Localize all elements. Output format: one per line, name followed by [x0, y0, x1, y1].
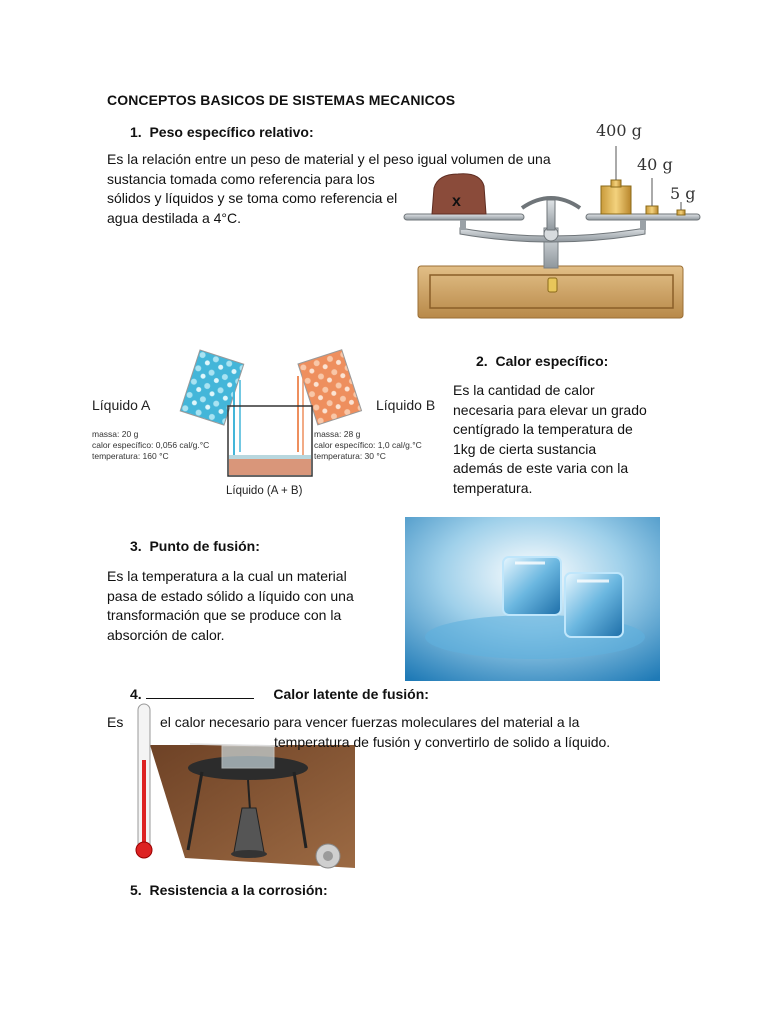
ice-cube-right [565, 573, 623, 637]
beaker-liquid-b [298, 350, 362, 425]
section-3-heading [130, 538, 260, 554]
blank-line [146, 686, 254, 699]
ice-cube-left [503, 557, 561, 615]
paragraph-line: Es la temperatura a la cual un material [107, 568, 347, 584]
liquid-a-prop: calor específico: 0,056 cal/g.°C [92, 440, 210, 450]
paragraph-line: pasa de estado sólido a líquido con una [107, 587, 354, 604]
liquid-a-prop: massa: 20 g [92, 429, 139, 439]
section-number: 2. [476, 353, 488, 369]
section-4-paragraph [107, 713, 123, 733]
paragraph-line: centígrado la temperatura de [453, 421, 633, 437]
weight-label-40g: 40 g [637, 155, 673, 174]
section-2-heading [476, 353, 608, 369]
paragraph-line: transformación que se produce con la [107, 607, 342, 623]
section-number: 4. [130, 686, 142, 702]
weight-400g [601, 186, 631, 214]
liquid-b-prop: calor específico: 1,0 cal/g.°C [314, 440, 422, 450]
section-3-paragraph [107, 567, 354, 645]
section-heading-text: Calor latente de fusión: [273, 686, 429, 702]
paragraph-line: Es [107, 714, 124, 730]
ice-cubes-photo [405, 517, 660, 681]
section-heading-text: Peso específico relativo: [149, 124, 314, 140]
mix-label: Líquido (A + B) [226, 485, 303, 497]
section-heading-text: Calor específico: [495, 353, 609, 369]
paragraph-line: absorción de calor. [107, 626, 225, 643]
paragraph-line: 1kg de cierta sustancia [453, 440, 597, 457]
paragraph-line: sólidos y líquidos y se toma como referencia el [107, 190, 398, 206]
paragraph-line: el calor necesario para vencer fuerzas moleculares del material a la [160, 714, 580, 730]
mixed-liquid [229, 457, 311, 475]
section-1-heading [130, 124, 314, 140]
section-2-paragraph [453, 381, 647, 498]
weight-label-400g: 400 g [596, 121, 642, 140]
paragraph-line: necesaria para elevar un grado [453, 401, 647, 418]
paragraph-line: agua destilada a 4°C. [107, 209, 242, 226]
paragraph-line: sustancia tomada como referencia para los [107, 170, 375, 187]
paragraph-line: Es la cantidad de calor [453, 382, 595, 398]
weight-40g [646, 206, 658, 214]
paragraph-line: además de este varia con la [453, 460, 629, 476]
weight-5g [677, 210, 685, 215]
glass-beaker [222, 746, 274, 768]
section-number: 1. [130, 124, 142, 140]
section-number: 3. [130, 538, 142, 554]
section-5-heading [130, 882, 328, 898]
unknown-mass-label: x [452, 193, 461, 210]
section-4-paragraph-cont [160, 713, 579, 733]
specific-heat-figure [88, 340, 448, 502]
section-heading-text: Resistencia a la corrosión: [149, 882, 328, 898]
liquid-b-prop: massa: 28 g [314, 429, 361, 439]
liquid-b-prop: temperatura: 30 °C [314, 451, 386, 461]
document-title: CONCEPTOS BASICOS DE SISTEMAS MECANICOS [107, 92, 456, 108]
balance-scale-figure [400, 116, 705, 322]
paragraph-line: Es la relación entre un peso de material y el peso igual volumen de una [107, 151, 551, 167]
liquid-a-label: Líquido A [92, 397, 151, 413]
paragraph-line: temperatura. [453, 479, 533, 496]
section-4-paragraph-cont2 [274, 733, 610, 753]
paragraph-line: temperatura de fusión y convertirlo de solido a líquido. [274, 734, 611, 750]
liquid-b-label: Líquido B [376, 397, 436, 413]
section-number: 5. [130, 882, 142, 898]
keyhole-icon [548, 278, 557, 292]
weight-label-5g: 5 g [670, 184, 696, 203]
section-heading-text: Punto de fusión: [149, 538, 260, 554]
liquid-a-prop: temperatura: 160 °C [92, 451, 169, 461]
